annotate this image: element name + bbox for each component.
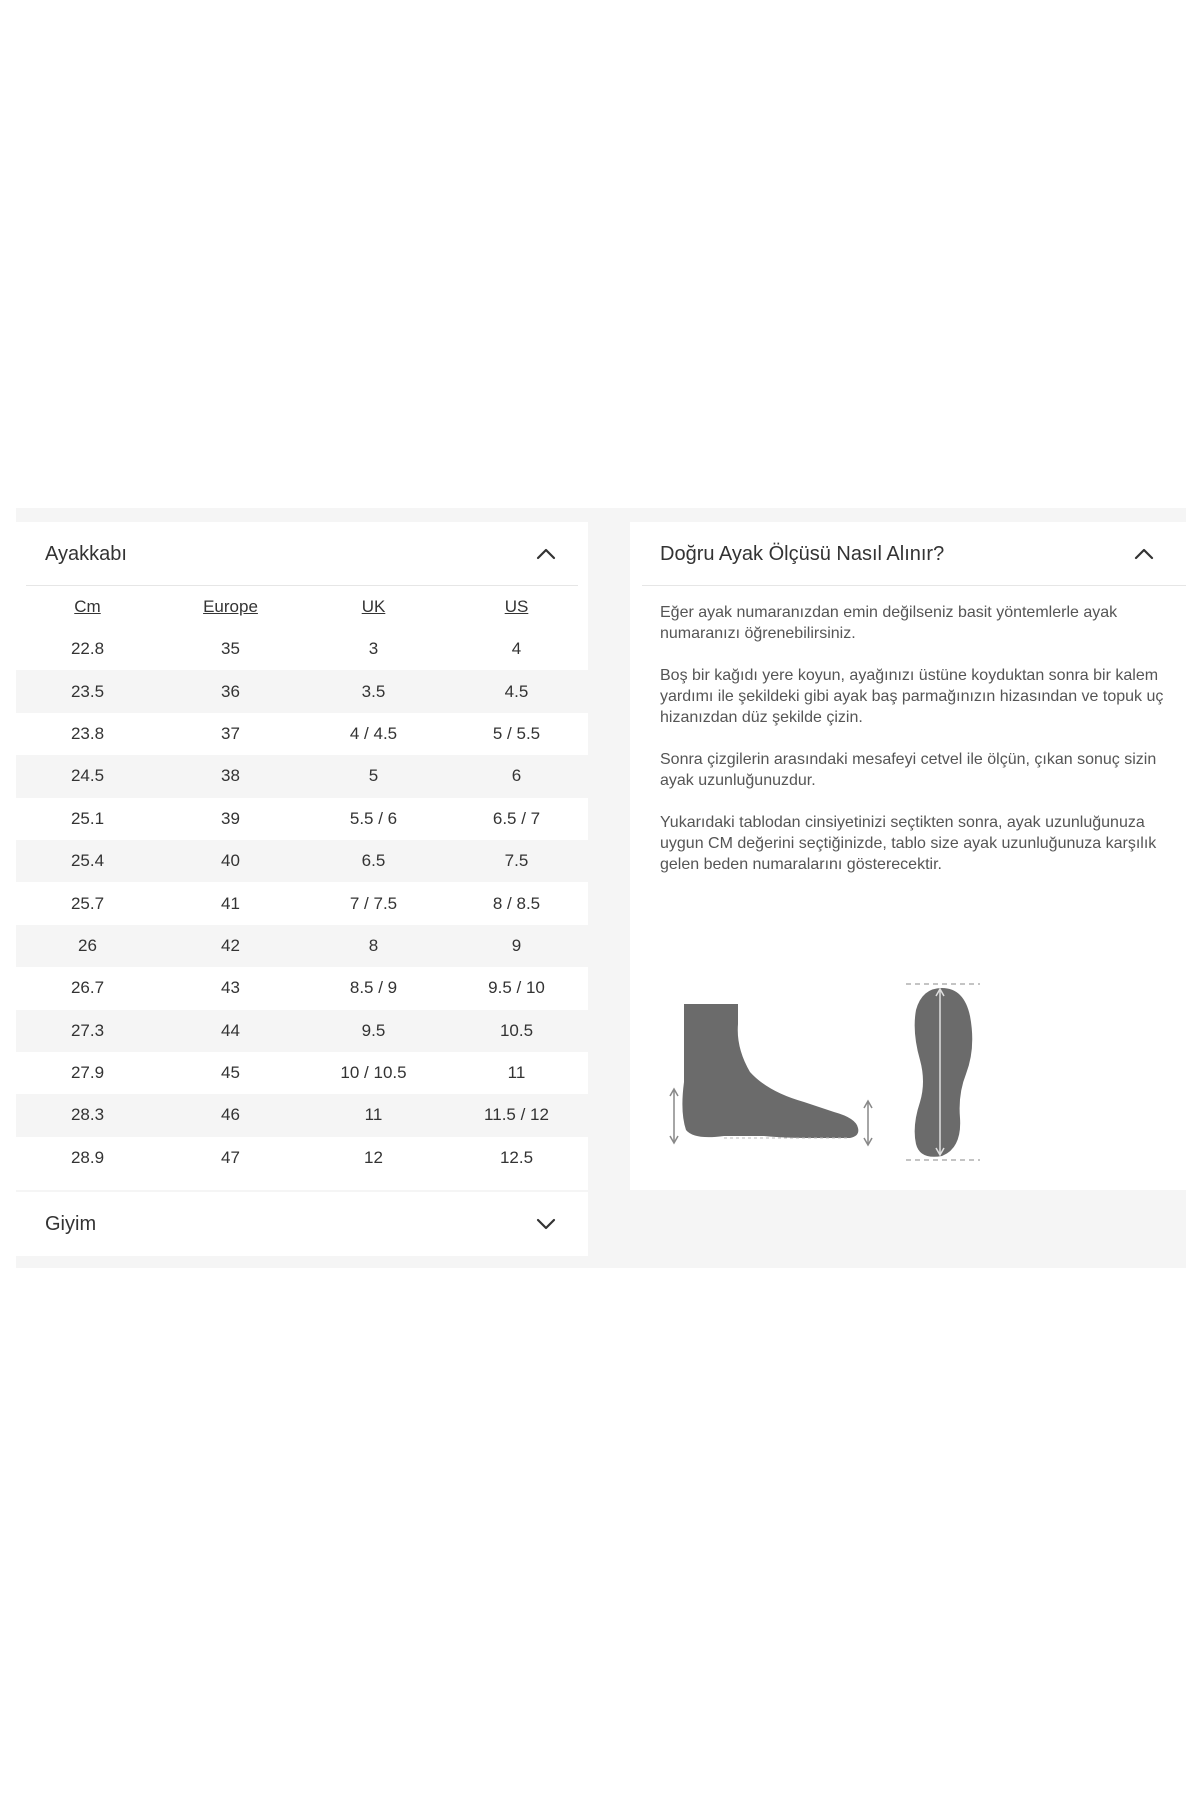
table-row[interactable] (16, 925, 588, 967)
cell-us: 11 (507, 1063, 526, 1083)
cell-us: 10.5 (445, 1010, 588, 1052)
cell-us: 8 / 8.5 (492, 893, 541, 913)
cell-europe: 38 (159, 755, 302, 797)
cell-cm: 25.7 (70, 893, 105, 913)
clothing-section-title: Giyim (45, 1213, 97, 1235)
table-header-row (16, 586, 588, 628)
size-table (16, 586, 588, 1179)
table-row[interactable] (16, 1010, 588, 1052)
cell-us: 7.5 (445, 840, 588, 882)
cell-cm: 25.4 (16, 840, 159, 882)
cell-us: 11.5 / 12 (445, 1094, 588, 1136)
cell-cm: 24.5 (16, 755, 159, 797)
cell-europe: 43 (221, 978, 240, 998)
cell-europe: 42 (159, 925, 302, 967)
column-header-cm[interactable]: Cm (74, 597, 101, 616)
cell-uk: 12 (364, 1147, 383, 1167)
shoe-section-header[interactable] (16, 522, 588, 586)
cell-us: 5 / 5.5 (492, 723, 541, 743)
guide-paragraph: Boş bir kağıdı yere koyun, ayağınızı üstüne koyduktan sonra bir kalem yardımı ile şekildeki gibi ayak baş parmağınızın hizasından ve topuk uç hizanızdan düz şekilde çizin. (660, 667, 1164, 726)
cell-cm: 23.8 (70, 723, 105, 743)
cell-us: 4.5 (445, 670, 588, 712)
foot-sole-icon (906, 984, 980, 1160)
cell-us: 6 (445, 755, 588, 797)
cell-uk: 6.5 (302, 840, 445, 882)
cell-us: 4 (511, 639, 522, 659)
table-row[interactable] (16, 755, 588, 797)
cell-cm: 26.7 (70, 978, 105, 998)
chevron-down-icon[interactable] (534, 1212, 558, 1236)
table-row[interactable] (16, 713, 588, 755)
cell-cm: 28.3 (16, 1094, 159, 1136)
measure-guide-panel (630, 522, 1186, 1190)
cell-europe: 46 (159, 1094, 302, 1136)
cell-uk: 5 (302, 755, 445, 797)
measure-guide-header[interactable] (630, 522, 1186, 586)
cell-europe: 45 (221, 1063, 240, 1083)
table-row[interactable] (16, 840, 588, 882)
shoe-size-panel (16, 522, 588, 1190)
cell-cm: 27.3 (16, 1010, 159, 1052)
table-row[interactable] (16, 628, 588, 670)
cell-uk: 10 / 10.5 (340, 1063, 407, 1083)
cell-us: 6.5 / 7 (492, 808, 541, 828)
table-row[interactable] (16, 670, 588, 712)
guide-paragraph: Eğer ayak numaranızdan emin değilseniz basit yöntemlerle ayak numaranızı öğrenebilirsiniz. (660, 604, 1118, 642)
cell-uk: 9.5 (302, 1010, 445, 1052)
cell-europe: 41 (221, 893, 240, 913)
chevron-up-icon[interactable] (1132, 542, 1156, 566)
table-row[interactable] (16, 882, 588, 924)
cell-cm: 26 (16, 925, 159, 967)
cell-uk: 5.5 / 6 (349, 808, 398, 828)
size-guide-container (16, 508, 1186, 1268)
measure-guide-text (660, 602, 1165, 896)
table-row[interactable] (16, 1137, 588, 1179)
chevron-up-icon[interactable] (534, 542, 558, 566)
cell-europe: 37 (221, 723, 240, 743)
column-header-uk[interactable]: UK (361, 597, 386, 616)
cell-us: 9 (445, 925, 588, 967)
cell-cm: 22.8 (70, 639, 105, 659)
cell-uk: 4 / 4.5 (349, 723, 398, 743)
column-header-europe[interactable]: Europe (203, 597, 258, 616)
cell-europe: 47 (221, 1147, 240, 1167)
cell-us: 12.5 (499, 1147, 534, 1167)
cell-europe: 44 (159, 1010, 302, 1052)
column-header-us[interactable]: US (504, 597, 529, 616)
guide-paragraph: Yukarıdaki tablodan cinsiyetinizi seçtikten sonra, ayak uzunluğunuza uygun CM değerini seçtiğinizde, tablo size ayak uzunluğunuza karşılık gelen beden numaralarını gösterecektir. (660, 814, 1157, 873)
cell-uk: 11 (302, 1094, 445, 1136)
measure-guide-title: Doğru Ayak Ölçüsü Nasıl Alınır? (660, 543, 945, 565)
cell-uk: 8 (302, 925, 445, 967)
foot-measure-illustration (664, 962, 984, 1162)
guide-paragraph: Sonra çizgilerin arasındaki mesafeyi cetvel ile ölçün, çıkan sonuç sizin ayak uzunluğunuzdur. (660, 751, 1157, 789)
cell-europe: 36 (159, 670, 302, 712)
shoe-section-title: Ayakkabı (45, 543, 127, 565)
cell-uk: 3 (368, 639, 379, 659)
cell-europe: 39 (221, 808, 240, 828)
table-row[interactable] (16, 967, 588, 1009)
divider (642, 585, 1186, 586)
clothing-section-header[interactable] (16, 1192, 588, 1256)
cell-europe: 35 (221, 639, 240, 659)
table-row[interactable] (16, 1052, 588, 1094)
cell-uk: 7 / 7.5 (349, 893, 398, 913)
cell-uk: 8.5 / 9 (349, 978, 398, 998)
cell-cm: 25.1 (70, 808, 105, 828)
table-row[interactable] (16, 1094, 588, 1136)
foot-side-view-icon (670, 1004, 872, 1145)
cell-uk: 3.5 (302, 670, 445, 712)
cell-cm: 23.5 (16, 670, 159, 712)
table-row[interactable] (16, 798, 588, 840)
cell-europe: 40 (159, 840, 302, 882)
cell-cm: 27.9 (70, 1063, 105, 1083)
cell-us: 9.5 / 10 (488, 978, 545, 998)
cell-cm: 28.9 (70, 1147, 105, 1167)
